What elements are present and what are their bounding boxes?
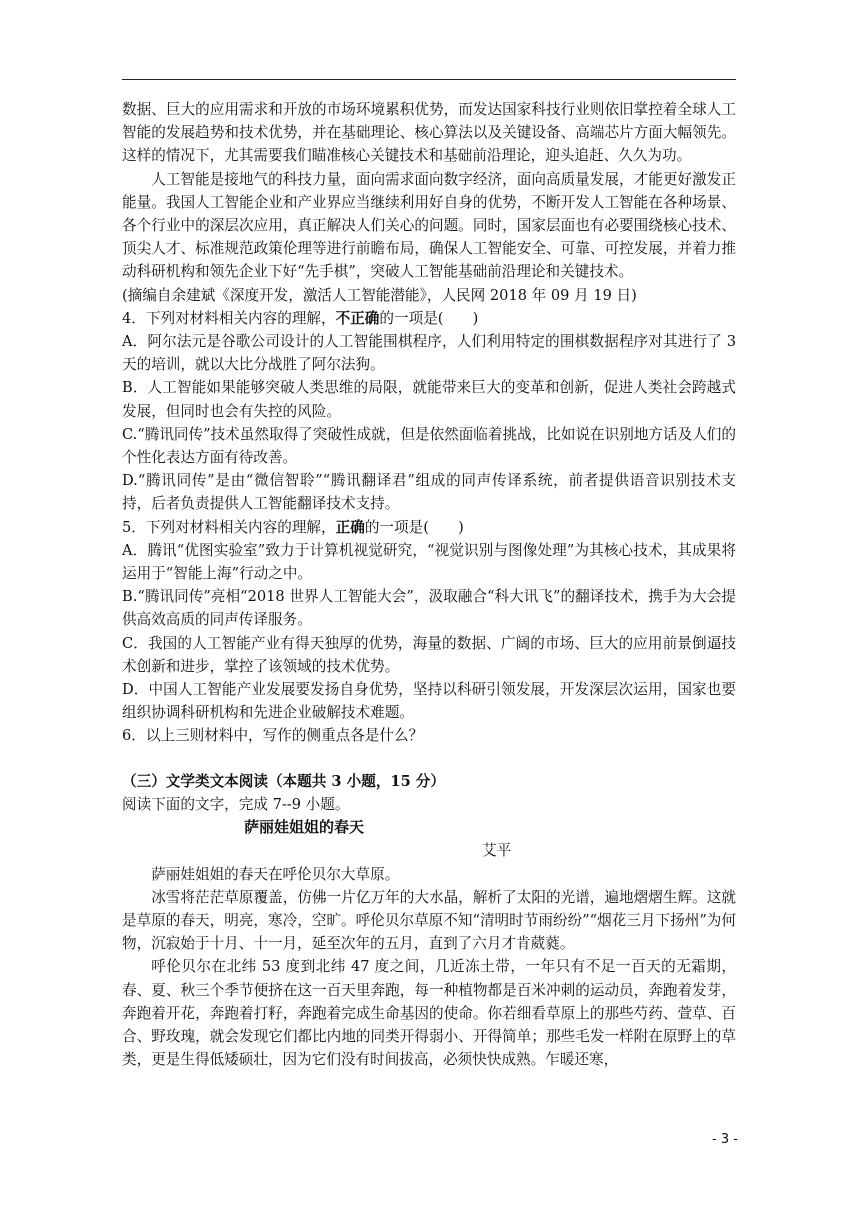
story-paragraph: 冰雪将茫茫草原覆盖，仿佛一片亿万年的大水晶，解析了太阳的光谱，遍地熠熠生辉。这就是草原的春天，明亮，寒冷，空旷。呼伦贝尔草原不知“清明时节雨纷纷”“烟花三月下扬州”为何物，沉寂始于十月、十一月，延至次年的五月，直到了六月才肯葳蕤。 bbox=[122, 888, 736, 953]
section-instruction: 阅读下面的文字，完成 7--9 小题。 bbox=[122, 795, 350, 813]
story-paragraph: 呼伦贝尔在北纬 53 度到北纬 47 度之间，几近冻土带，一年只有不足一百天的无霜期，春、夏、秋三个季节便挤在这一百天里奔跑，每一种植物都是百米冲刺的运动员，奔跑着发芽，奔跑着开花，奔跑着打籽，奔跑着完成生命基因的使命。你若细看草原上的那些芍药、萱草、百合、野玫瑰，就会发现它们都比内地的同类开得弱小、开得简单；那些毛发一样附在原野上的草类，更是生得低矮硕壮，因为它们没有时间拔高，必须快快成熟。乍暖还寒， bbox=[122, 958, 736, 1069]
story-author: 艾平 bbox=[482, 842, 512, 860]
question-4-option-b: B．人工智能如果能够突破人类思维的局限，就能带来巨大的变革和创新，促进人类社会跨越式发展，但同时也会有失控的风险。 bbox=[122, 379, 736, 420]
question-4 bbox=[122, 307, 736, 330]
story-paragraph: 萨丽娃姐姐的春天在呼伦贝尔大草原。 bbox=[151, 865, 400, 883]
source-note: (摘编自余建斌《深度开发，激活人工智能潜能》，人民网 2018 年 09 月 19 日) bbox=[122, 286, 637, 304]
question-5-option-b: B.“腾讯同传”亮相“2018 世界人工智能大会”，汲取融合“科大讯飞”的翻译技术，携手为大会提供高效高质的同声传译服务。 bbox=[122, 588, 736, 629]
question-4-emphasis: 不正确 bbox=[335, 309, 380, 327]
question-4-option-d: D.“腾讯同传”是由“微信智聆”“腾讯翻译君”组成的同声传译系统，前者提供语音识别技术支持，后者负责提供人工智能翻译技术支持。 bbox=[122, 472, 736, 513]
question-4-option-a: A．阿尔法元是谷歌公司设计的人工智能围棋程序，人们利用特定的围棋数据程序对其进行了 3 天的培训，就以大比分战胜了阿尔法狗。 bbox=[122, 333, 736, 374]
question-5-emphasis: 正确 bbox=[335, 518, 365, 536]
body-paragraph: 人工智能是接地气的科技力量，面向需求面向数字经济，面向高质量发展，才能更好激发正能量。我国人工智能企业和产业界应当继续利用好自身的优势，不断开发人工智能在各种场景、各个行业中的深层次应用，真正解决人们关心的问题。同时，国家层面也有必要围绕核心技术、顶尖人才、标准规范政策伦理等进行前瞻布局，确保人工智能安全、可靠、可控发展，并着力推动科研机构和领先企业下好“先手棋”，突破人工智能基础前沿理论和关键技术。 bbox=[122, 170, 736, 281]
question-4-prefix: 4．下列对材料相关内容的理解， bbox=[122, 309, 336, 327]
question-5-suffix: 的一项是( ) bbox=[364, 518, 464, 536]
section-heading: （三）文学类文本阅读（本题共 3 小题，15 分） bbox=[122, 772, 445, 790]
question-4-option-c: C.“腾讯同传”技术虽然取得了突破性成就，但是依然面临着挑战，比如说在识别地方话及人们的个性化表达方面有待改善。 bbox=[122, 425, 736, 467]
page-number: - 3 - bbox=[712, 1132, 738, 1147]
page-body bbox=[122, 98, 736, 1071]
question-4-suffix: 的一项是( ) bbox=[379, 309, 479, 327]
question-5-option-d: D．中国人工智能产业发展要发扬自身优势，坚持以科研引领发展，开发深层次运用，国家也要组织协调科研机构和先进企业破解技术难题。 bbox=[122, 681, 736, 722]
body-paragraph: 数据、巨大的应用需求和开放的市场环境累积优势，而发达国家科技行业则依旧掌控着全球人工智能的发展趋势和技术优势，并在基础理论、核心算法以及关键设备、高端芯片方面大幅领先。这样的情况下，尤其需要我们瞄准核心关键技术和基础前沿理论，迎头追赶、久久为功。 bbox=[122, 101, 736, 165]
question-5-option-c: C．我国的人工智能产业有得天独厚的优势，海量的数据、广阔的市场、巨大的应用前景倒逼技术创新和进步，掌控了该领域的技术优势。 bbox=[122, 634, 736, 675]
section-spacer bbox=[122, 748, 736, 770]
header-rule bbox=[122, 79, 736, 80]
question-5-prefix: 5．下列对材料相关内容的理解， bbox=[122, 518, 336, 536]
question-5-option-a: A．腾讯“优图实验室”致力于计算机视觉研究，“视觉识别与图像处理”为其核心技术，其成果将运用于“智能上海”行动之中。 bbox=[122, 541, 736, 583]
story-title: 萨丽娃姐姐的春天 bbox=[244, 818, 365, 837]
question-5 bbox=[122, 516, 736, 539]
question-6: 6．以上三则材料中，写作的侧重点各是什么？ bbox=[122, 727, 424, 745]
